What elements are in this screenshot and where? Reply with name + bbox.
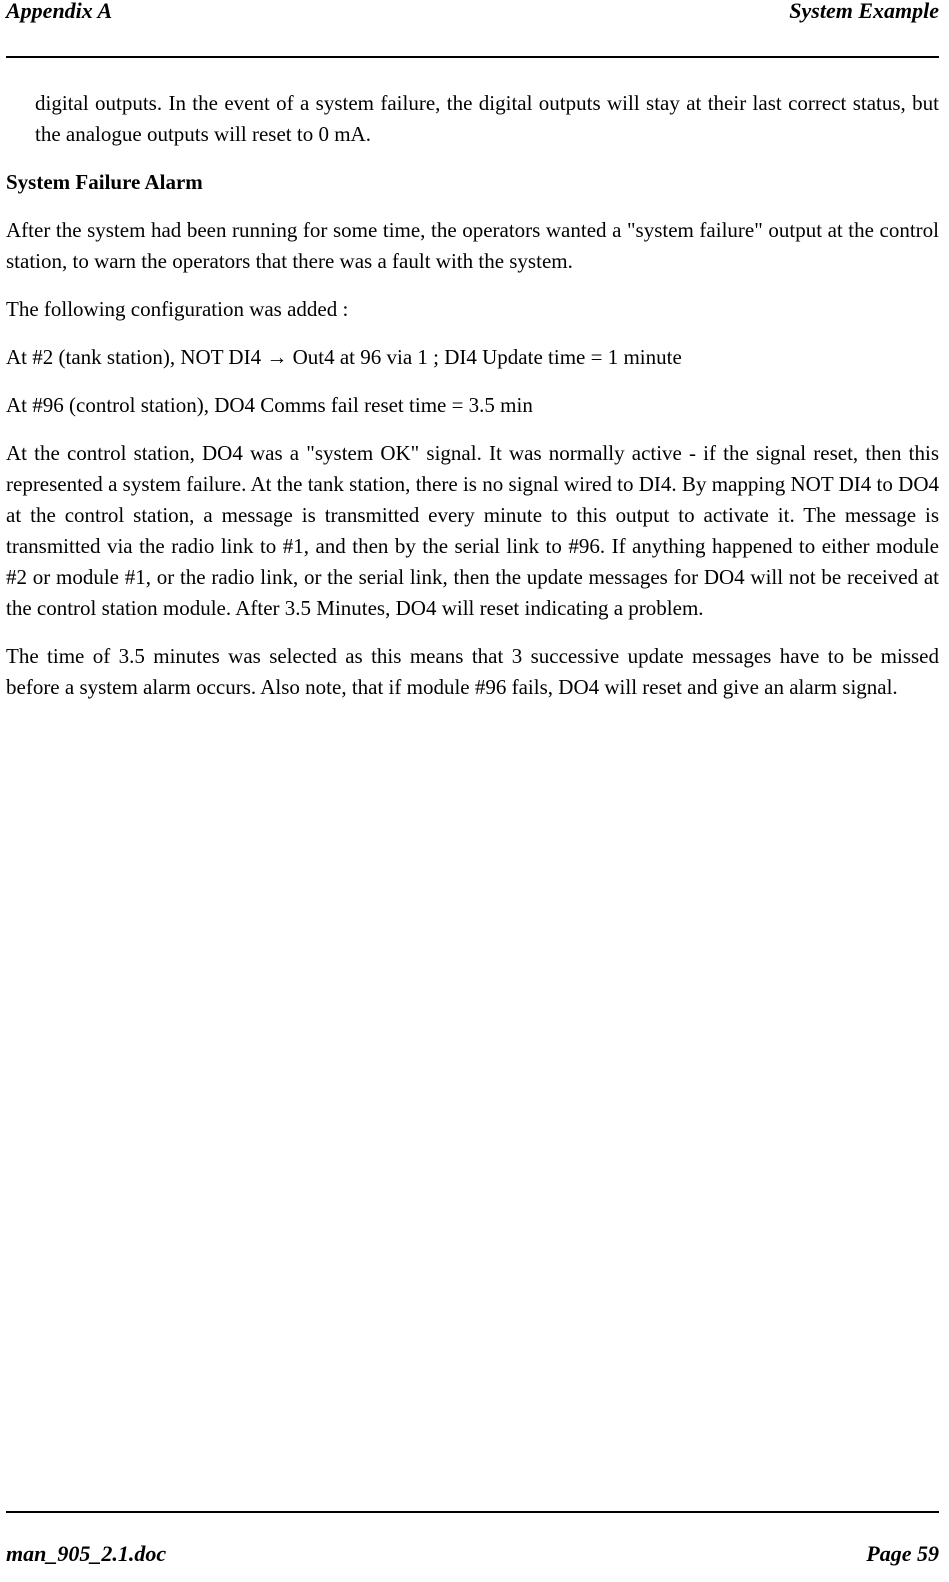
page-header: [6, 0, 939, 58]
section-heading: System Failure Alarm: [6, 170, 203, 194]
body-paragraph: The following configuration was added :: [6, 297, 349, 321]
page-footer: [6, 1511, 939, 1582]
header-chapter-title: System Example: [789, 0, 939, 23]
header-section-title: Appendix A: [6, 0, 113, 23]
body-paragraph: After the system had been running for some time, the operators wanted a "system failure" output at the control station, to warn the operators that there was a fault with the system.: [6, 218, 939, 273]
intro-paragraph: digital outputs. In the event of a system failure, the digital outputs will stay at their last correct status, but the analogue outputs will reset to 0 mA.: [35, 91, 939, 146]
footer-page-number: Page 59: [866, 1541, 939, 1566]
footer-filename: man_905_2.1.doc: [6, 1541, 167, 1566]
body-paragraph: At the control station, DO4 was a "system OK" signal. It was normally active - if the signal reset, then this represented a system failure. At the tank station, there is no signal wired to DI4. By mapping NOT DI4 to DO4 at the control station, a message is transmitted every minute to this output to activate it. The message is transmitted via the radio link to #1, and then by the serial link to #96. If anything happened to either module #2 or module #1, or the radio link, or the serial link, then the update messages for DO4 will not be received at the control station module. After 3.5 Minutes, DO4 will reset indicating a problem.: [6, 441, 939, 620]
body-paragraph: The time of 3.5 minutes was selected as this means that 3 successive update messages have to be missed before a system alarm occurs. Also note, that if module #96 fails, DO4 will reset and give an alarm signal.: [6, 644, 939, 699]
config-line: At #96 (control station), DO4 Comms fail reset time = 3.5 min: [6, 393, 533, 417]
config-line: At #2 (tank station), NOT DI4 → Out4 at 96 via 1 ; DI4 Update time = 1 minute: [6, 345, 682, 369]
document-body: [6, 88, 939, 720]
